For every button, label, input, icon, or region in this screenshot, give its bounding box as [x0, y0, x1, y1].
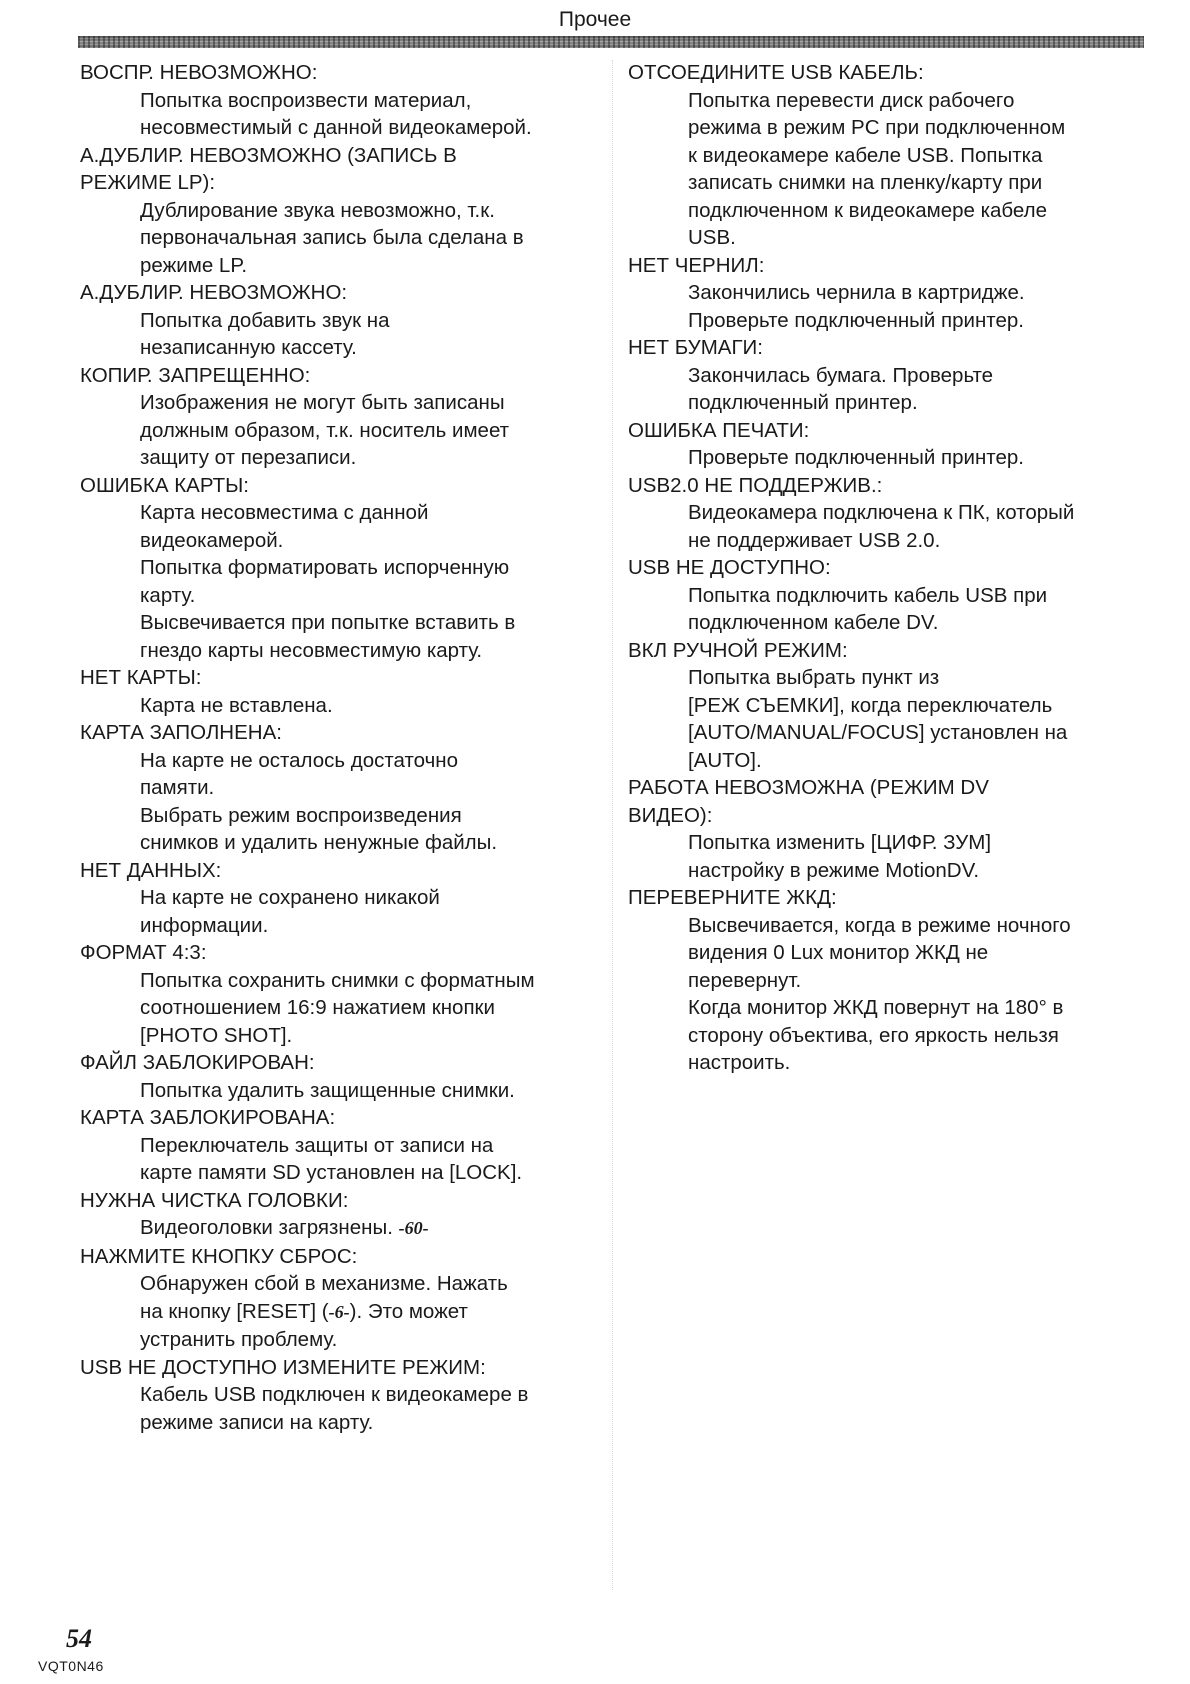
message-title: РАБОТА НЕВОЗМОЖНА (РЕЖИМ DV ВИДЕО): [628, 776, 989, 827]
message-description: Попытка выбрать пункт из [РЕЖ СЪЕМКИ], когда переключатель [AUTO/MANUAL/FOCUS] установлен на [AUTO]. [688, 666, 1068, 772]
message-title: ФОРМАТ 4:3: [80, 941, 207, 964]
right-column [628, 59, 1148, 1077]
message-entry [80, 664, 605, 719]
message-description: Дублирование звука невозможно, т.к. первоначальная запись была сделана в режиме LP. [140, 198, 524, 277]
message-title: НЕТ БУМАГИ: [628, 336, 763, 359]
message-entry [80, 279, 605, 362]
message-title: USB2.0 НЕ ПОДДЕРЖИВ.: [628, 473, 883, 497]
message-title: ОШИБКА КАРТЫ: [80, 473, 249, 497]
message-entry [628, 472, 1148, 555]
page-number: 54 [66, 1624, 92, 1653]
message-entry [80, 939, 605, 1049]
message-entry [628, 417, 1148, 472]
message-entry [628, 59, 1148, 252]
message-title: КАРТА ЗАБЛОКИРОВАНА: [80, 1106, 336, 1129]
message-description: Закончились чернила в картридже. Проверьте подключенный принтер. [688, 281, 1025, 332]
message-description: Попытка сохранить снимки с форматным соотношением 16:9 нажатием кнопки [PHOTO SHOT]. [140, 968, 535, 1047]
message-entry [628, 637, 1148, 775]
message-description: Попытка добавить звук на незаписанную кассету. [140, 308, 390, 359]
message-description: Проверьте подключенный принтер. [688, 446, 1024, 469]
message-description: Закончилась бумага. Проверьте подключенный принтер. [688, 363, 994, 414]
message-description: На карте не осталось достаточно памяти. Выбрать режим воспроизведения снимков и удалить ненужные файлы. [140, 748, 498, 854]
message-entry [80, 1187, 605, 1243]
message-entry [80, 142, 605, 280]
message-entry [80, 472, 605, 665]
message-description: Попытка удалить защищенные снимки. [140, 1078, 515, 1102]
message-entry [628, 554, 1148, 637]
message-title: USB НЕ ДОСТУПНО ИЗМЕНИТЕ РЕЖИМ: [80, 1355, 486, 1379]
message-title: ОШИБКА ПЕЧАТИ: [628, 418, 810, 442]
message-description: Попытка подключить кабель USB при подключенном кабеле DV. [688, 583, 1048, 634]
message-description: На карте не сохранено никакой информации. [140, 886, 440, 937]
document-code: VQT0N46 [38, 1658, 104, 1674]
message-title: ОТСОЕДИНИТЕ USB КАБЕЛЬ: [628, 61, 924, 84]
message-entry [80, 1243, 605, 1354]
page-reference: -6- [328, 1301, 350, 1322]
message-entry [628, 252, 1148, 335]
message-title: ВОСПР. НЕВОЗМОЖНО: [80, 61, 318, 84]
message-title: А.ДУБЛИР. НЕВОЗМОЖНО: [80, 281, 348, 304]
message-entry [80, 1104, 605, 1187]
message-title: USB НЕ ДОСТУПНО: [628, 556, 831, 579]
message-description: Видеоголовки загрязнены. -60- [140, 1216, 429, 1239]
message-title: А.ДУБЛИР. НЕВОЗМОЖНО (ЗАПИСЬ В РЕЖИМЕ LP): [80, 143, 457, 194]
left-column [80, 59, 605, 1436]
message-description: Попытка перевести диск рабочего режима в режим PC при подключенном к видеокамере кабеле USB. Попытка записать снимки на пленку/карту при подключенном к видеокамере кабеле USB. [688, 88, 1066, 249]
message-description: Видеокамера подключена к ПК, который не поддерживает USB 2.0. [688, 501, 1075, 552]
message-entry [80, 857, 605, 940]
message-title: НЕТ КАРТЫ: [80, 666, 202, 689]
message-description: Карта несовместима с данной видеокамерой. Попытка форматировать испорченную карту. Высвечивается при попытке вставить в гнездо карты несовместимую карту. [140, 501, 516, 662]
page-header-title: Прочее [558, 8, 632, 31]
message-description: Обнаружен сбой в механизме. Нажать на кнопку [RESET] (-6-). Это может устранить проблему. [140, 1272, 508, 1351]
message-title: КОПИР. ЗАПРЕЩЕННО: [80, 363, 311, 387]
message-title: КАРТА ЗАПОЛНЕНА: [80, 721, 282, 744]
message-entry [628, 884, 1148, 1077]
message-description: Переключатель защиты от записи на карте памяти SD установлен на [LOCK]. [140, 1133, 523, 1184]
message-entry [628, 334, 1148, 417]
message-description: Карта не вставлена. [140, 693, 333, 717]
message-title: ПЕРЕВЕРНИТЕ ЖКД: [628, 886, 837, 909]
message-entry [80, 1049, 605, 1104]
message-description: Кабель USB подключен к видеокамере в режиме записи на карту. [140, 1383, 529, 1434]
message-title: ВКЛ РУЧНОЙ РЕЖИМ: [628, 638, 848, 662]
message-title: НЕТ ДАННЫХ: [80, 858, 222, 882]
message-title: НАЖМИТЕ КНОПКУ СБРОС: [80, 1244, 358, 1268]
message-title: ФАЙЛ ЗАБЛОКИРОВАН: [80, 1051, 315, 1074]
message-title: НУЖНА ЧИСТКА ГОЛОВКИ: [80, 1188, 349, 1212]
message-entry [80, 59, 605, 142]
message-description: Попытка изменить [ЦИФР. ЗУМ] настройку в режиме MotionDV. [688, 831, 992, 882]
message-entry [80, 362, 605, 472]
message-entry [628, 774, 1148, 884]
message-description: Попытка воспроизвести материал, несовместимый с данной видеокамерой. [140, 88, 532, 139]
page-reference: -60- [398, 1218, 429, 1238]
message-description: Изображения не могут быть записаны должным образом, т.к. носитель имеет защиту от перезаписи. [140, 391, 510, 469]
message-entry [80, 1354, 605, 1437]
header-decorative-bar [78, 36, 1144, 48]
message-entry [80, 719, 605, 857]
column-divider [612, 60, 613, 1590]
message-description: Высвечивается, когда в режиме ночного видения 0 Lux монитор ЖКД не перевернут. Когда монитор ЖКД повернут на 180° в сторону объектива, его яркость нельзя настроить. [688, 913, 1071, 1074]
message-title: НЕТ ЧЕРНИЛ: [628, 253, 765, 277]
